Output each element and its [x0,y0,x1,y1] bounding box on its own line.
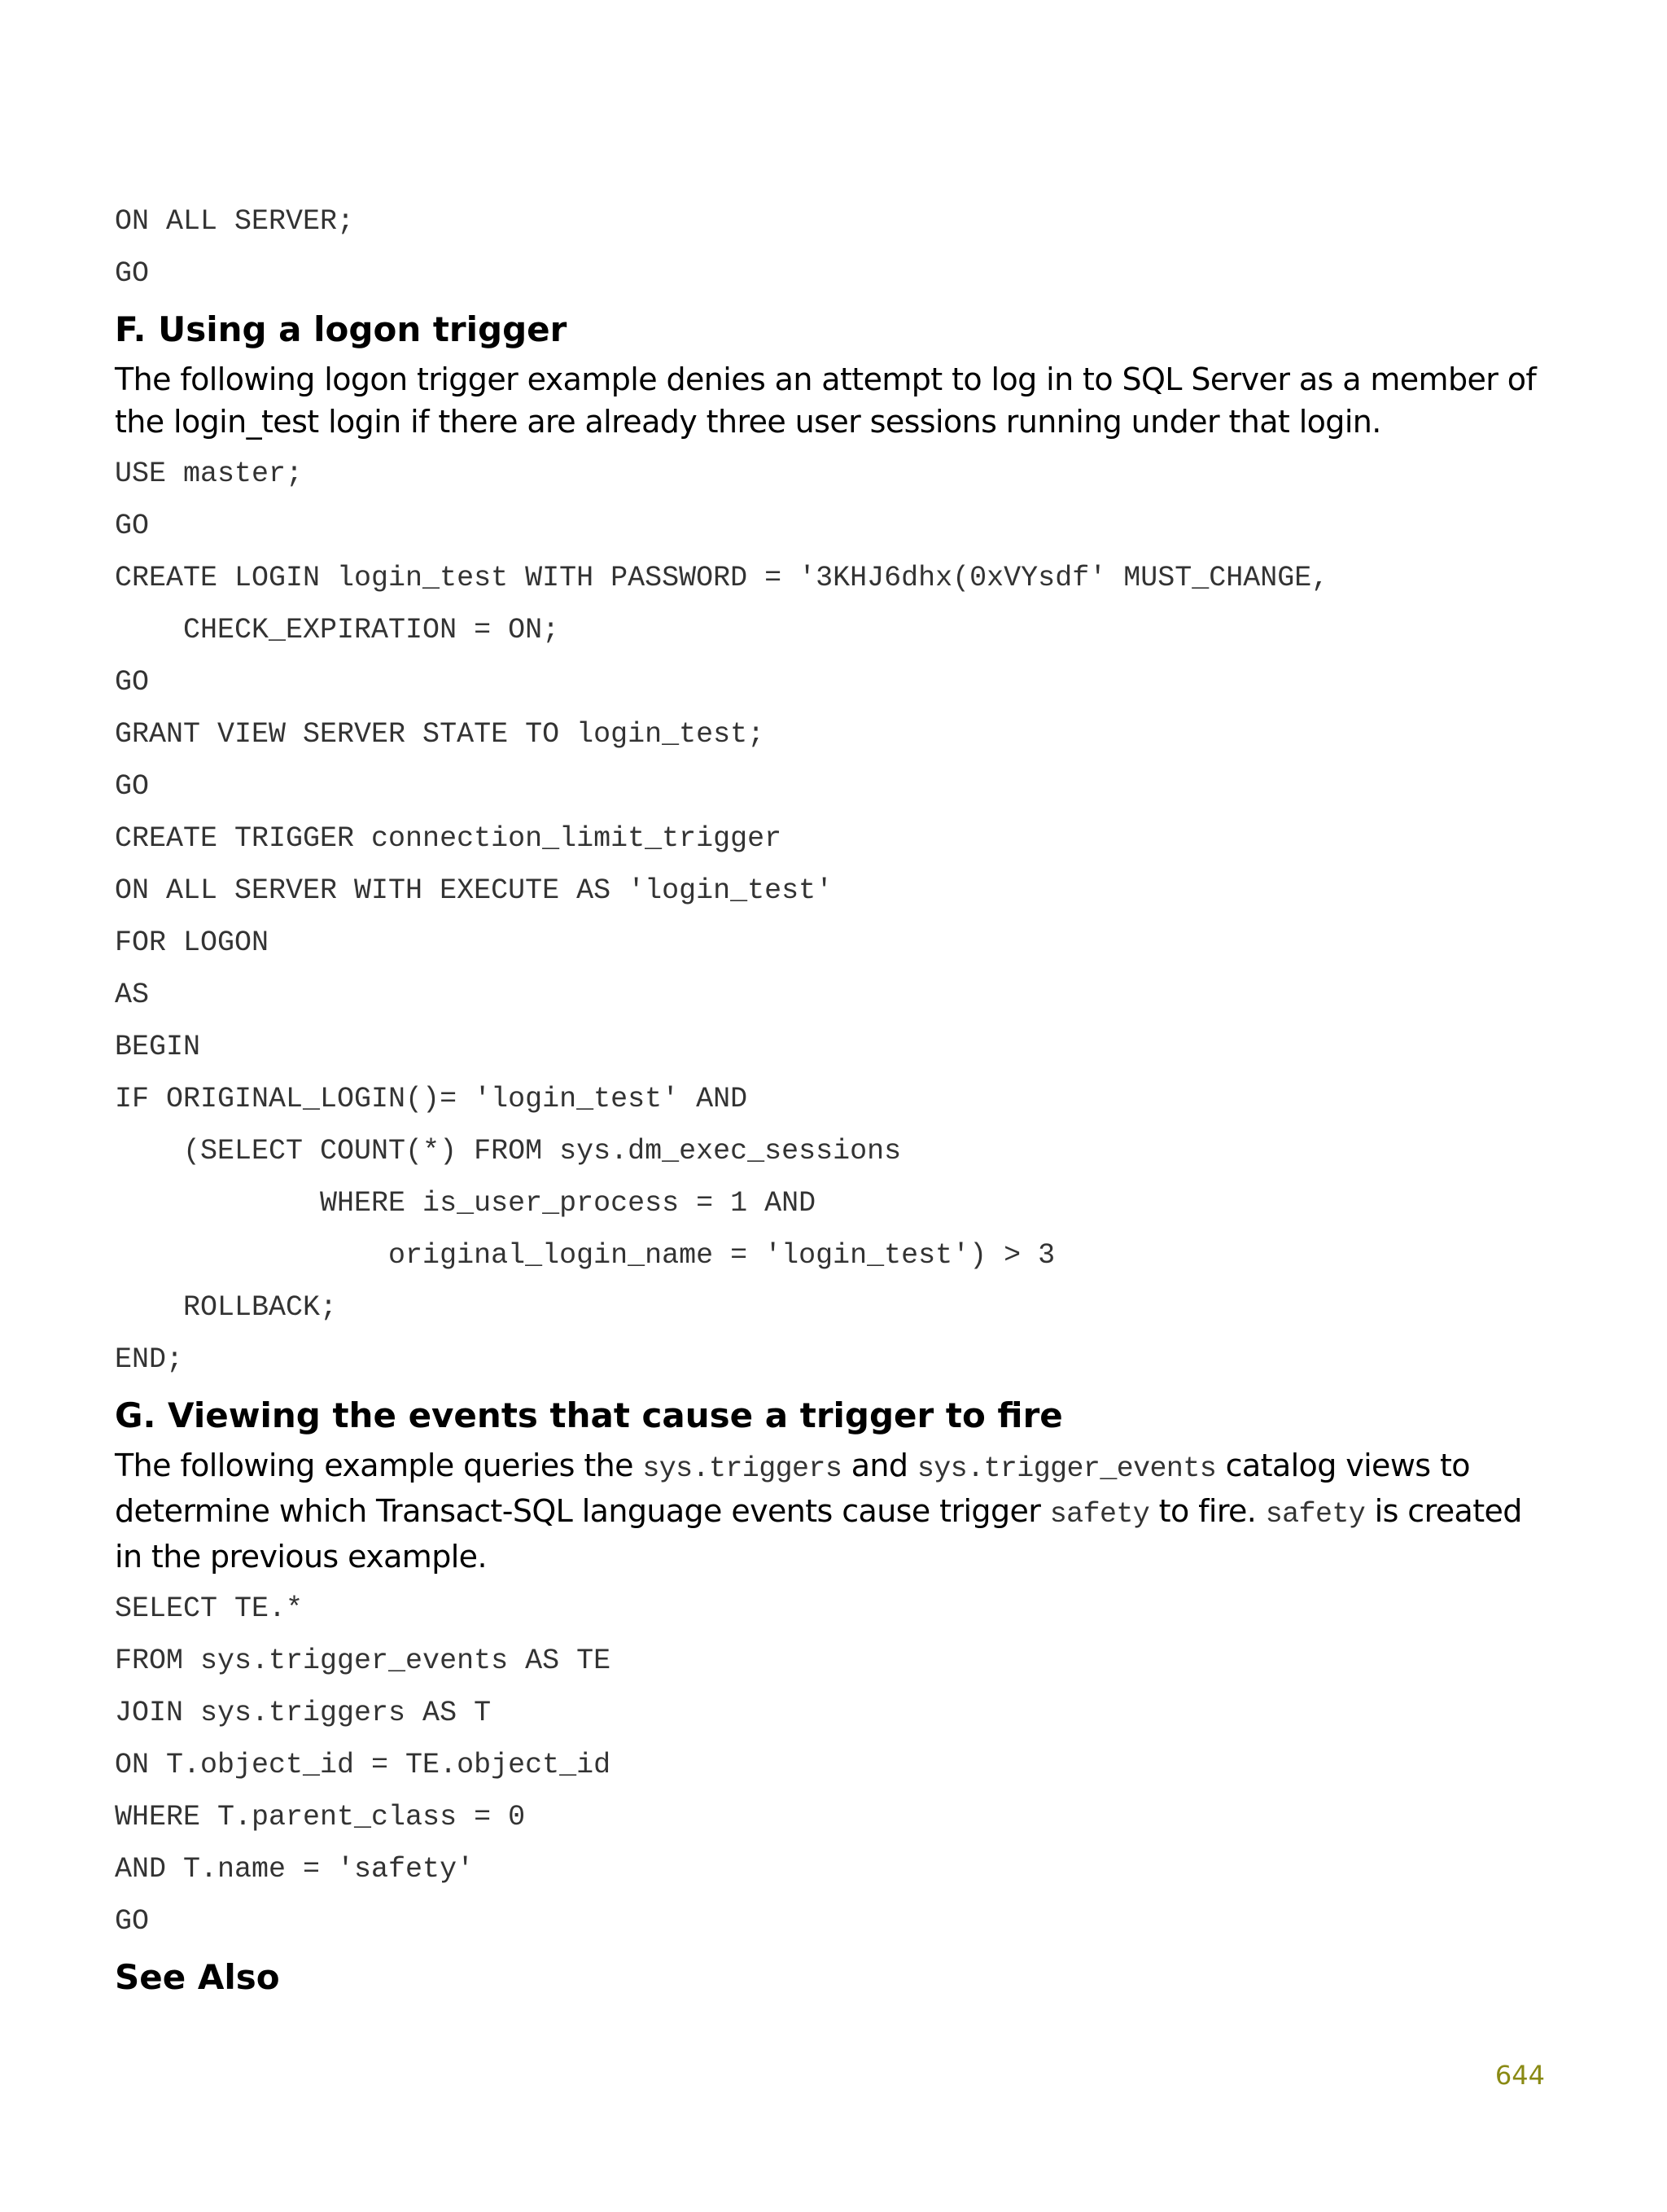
code-line: AND T.name = 'safety' [115,1853,475,1886]
code-line: CREATE LOGIN login_test WITH PASSWORD = '3KHJ6dhx(0xVYsdf' MUST_CHANGE, [115,562,1329,594]
code-line: SELECT TE.* [115,1592,304,1625]
code-line: AS [115,979,150,1011]
code-line: END; [115,1343,184,1376]
code-block-intro [115,195,1547,300]
code-line: FOR LOGON [115,926,269,959]
page-number: 644 [1494,2060,1545,2091]
code-line: GO [115,510,150,542]
code-line: IF ORIGINAL_LOGIN()= 'login_test' AND [115,1083,748,1115]
inline-code: sys.triggers [642,1452,842,1485]
inline-code: safety [1049,1498,1150,1531]
text-run: to fire. [1149,1493,1266,1529]
inline-code: sys.trigger_events [917,1452,1217,1485]
code-line: USE master; [115,458,304,490]
code-line: GO [115,666,150,699]
see-also-heading: See Also [115,1957,280,1997]
code-line: CREATE TRIGGER connection_limit_trigger [115,822,782,855]
text-run: and [842,1448,917,1483]
code-line: ROLLBACK; [115,1291,338,1324]
document-page [115,195,1547,2006]
code-line: GO [115,257,150,290]
section-g-heading: G. Viewing the events that cause a trigger to fire [115,1395,1063,1435]
code-line: ON T.object_id = TE.object_id [115,1749,611,1781]
code-line: ON ALL SERVER WITH EXECUTE AS 'login_test' [115,874,834,907]
text-run: catalog views to determine which Transact-SQL language events cause trigger [115,1448,1470,1529]
code-line: JOIN sys.triggers AS T [115,1697,492,1729]
code-line: GO [115,770,150,803]
code-block-trigger-events [115,1583,1547,1947]
code-line: GRANT VIEW SERVER STATE TO login_test; [115,718,765,751]
code-line: WHERE T.parent_class = 0 [115,1801,526,1833]
code-line: ON ALL SERVER; [115,205,355,238]
code-line: CHECK_EXPIRATION = ON; [115,614,560,646]
section-f-paragraph: The following logon trigger example denies an attempt to log in to SQL Server as a member of the login_test login if there are already three user sessions running under that login. [115,361,1537,440]
code-block-logon-trigger [115,448,1547,1386]
code-line: (SELECT COUNT(*) FROM sys.dm_exec_sessions [115,1135,902,1167]
code-line: WHERE is_user_process = 1 AND [115,1187,816,1220]
inline-code: safety [1265,1498,1366,1531]
code-line: FROM sys.trigger_events AS TE [115,1645,611,1677]
code-line: BEGIN [115,1031,201,1063]
code-line: original_login_name = 'login_test') > 3 [115,1239,1056,1272]
code-line: GO [115,1905,150,1938]
section-f-heading: F. Using a logon trigger [115,309,567,349]
text-run: is created in the previous example. [115,1493,1522,1575]
text-run: The following example queries the [115,1448,643,1483]
section-g-paragraph [115,1444,1547,1578]
